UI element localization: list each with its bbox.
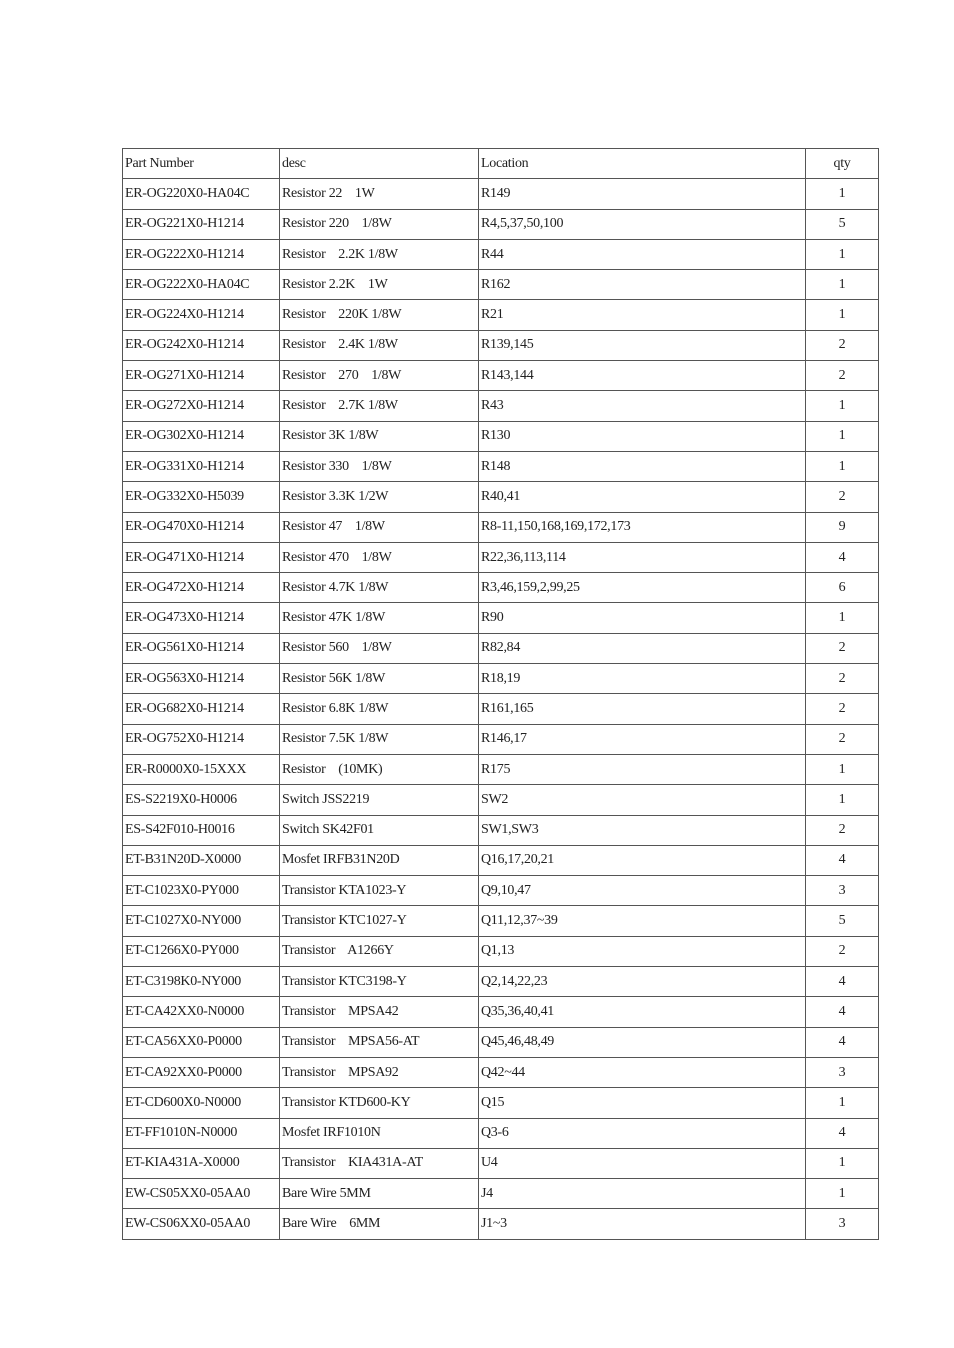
table-row [123, 542, 879, 572]
table-row [123, 633, 879, 663]
location-cell: R8-11,150,168,169,172,173 [479, 512, 806, 542]
location-cell: R82,84 [479, 633, 806, 663]
table-row [123, 1179, 879, 1209]
qty-cell: 6 [806, 573, 879, 603]
table-row [123, 754, 879, 784]
part-number-cell: ER-OG563X0-H1214 [123, 664, 280, 694]
qty-cell: 2 [806, 815, 879, 845]
part-number-cell: ER-OG302X0-H1214 [123, 421, 280, 451]
qty-cell: 5 [806, 209, 879, 239]
desc-cell: Resistor 56K 1/8W [280, 664, 479, 694]
location-cell: R161,165 [479, 694, 806, 724]
location-cell: R43 [479, 391, 806, 421]
location-cell: Q42~44 [479, 1057, 806, 1087]
part-number-cell: ES-S42F010-H0016 [123, 815, 280, 845]
desc-cell: Transistor KTC1027-Y [280, 906, 479, 936]
table-row [123, 482, 879, 512]
table-row [123, 361, 879, 391]
part-number-cell: ET-B31N20D-X0000 [123, 845, 280, 875]
qty-cell: 4 [806, 1027, 879, 1057]
part-number-cell: ER-OG752X0-H1214 [123, 724, 280, 754]
qty-cell: 2 [806, 936, 879, 966]
location-cell: R40,41 [479, 482, 806, 512]
part-number-cell: ER-OG271X0-H1214 [123, 361, 280, 391]
part-number-cell: ET-CD600X0-N0000 [123, 1088, 280, 1118]
location-cell: Q11,12,37~39 [479, 906, 806, 936]
table-row [123, 391, 879, 421]
location-cell: R4,5,37,50,100 [479, 209, 806, 239]
desc-cell: Resistor 2.4K 1/8W [280, 330, 479, 360]
part-number-cell: EW-CS05XX0-05AA0 [123, 1179, 280, 1209]
desc-cell: Bare Wire 5MM [280, 1179, 479, 1209]
location-cell: R175 [479, 754, 806, 784]
desc-cell: Resistor 2.7K 1/8W [280, 391, 479, 421]
table-row [123, 845, 879, 875]
table-row [123, 1148, 879, 1178]
location-cell: Q35,36,40,41 [479, 997, 806, 1027]
qty-cell: 1 [806, 239, 879, 269]
part-number-cell: ER-OG472X0-H1214 [123, 573, 280, 603]
location-cell: J1~3 [479, 1209, 806, 1239]
qty-cell: 4 [806, 845, 879, 875]
qty-cell: 1 [806, 603, 879, 633]
location-cell: R22,36,113,114 [479, 542, 806, 572]
table-row [123, 603, 879, 633]
desc-cell: Transistor KTA1023-Y [280, 876, 479, 906]
part-number-cell: EW-CS06XX0-05AA0 [123, 1209, 280, 1239]
table-row [123, 997, 879, 1027]
desc-cell: Resistor 4.7K 1/8W [280, 573, 479, 603]
qty-cell: 1 [806, 300, 879, 330]
qty-cell: 2 [806, 633, 879, 663]
table-row [123, 664, 879, 694]
location-cell: R18,19 [479, 664, 806, 694]
part-number-cell: ER-R0000X0-15XXX [123, 754, 280, 784]
table-row [123, 300, 879, 330]
table-row [123, 967, 879, 997]
desc-cell: Resistor 330 1/8W [280, 451, 479, 481]
location-cell: R139,145 [479, 330, 806, 360]
location-cell: R130 [479, 421, 806, 451]
qty-cell: 3 [806, 1057, 879, 1087]
desc-cell: Resistor 3.3K 1/2W [280, 482, 479, 512]
table-row [123, 906, 879, 936]
table-row [123, 209, 879, 239]
header-row [123, 149, 879, 179]
table-row [123, 330, 879, 360]
part-number-cell: ER-OG682X0-H1214 [123, 694, 280, 724]
desc-cell: Resistor 6.8K 1/8W [280, 694, 479, 724]
table-row [123, 573, 879, 603]
part-number-cell: ER-OG272X0-H1214 [123, 391, 280, 421]
desc-cell: Transistor KTC3198-Y [280, 967, 479, 997]
table-row [123, 451, 879, 481]
desc-cell: Resistor 7.5K 1/8W [280, 724, 479, 754]
location-cell: R44 [479, 239, 806, 269]
qty-cell: 2 [806, 724, 879, 754]
desc-cell: Switch JSS2219 [280, 785, 479, 815]
table-row [123, 1027, 879, 1057]
desc-cell: Transistor KIA431A-AT [280, 1148, 479, 1178]
qty-cell: 4 [806, 1118, 879, 1148]
table-row [123, 1057, 879, 1087]
part-number-cell: ET-C1023X0-PY000 [123, 876, 280, 906]
desc-cell: Mosfet IRFB31N20D [280, 845, 479, 875]
qty-cell: 3 [806, 876, 879, 906]
part-number-cell: ET-C1027X0-NY000 [123, 906, 280, 936]
table-row [123, 876, 879, 906]
table-row [123, 785, 879, 815]
qty-cell: 1 [806, 754, 879, 784]
desc-cell: Resistor 2.2K 1/8W [280, 239, 479, 269]
header-desc: desc [280, 149, 479, 179]
part-number-cell: ET-CA92XX0-P0000 [123, 1057, 280, 1087]
desc-cell: Resistor 470 1/8W [280, 542, 479, 572]
qty-cell: 5 [806, 906, 879, 936]
qty-cell: 1 [806, 1148, 879, 1178]
qty-cell: 1 [806, 179, 879, 209]
part-number-cell: ER-OG221X0-H1214 [123, 209, 280, 239]
desc-cell: Transistor MPSA56-AT [280, 1027, 479, 1057]
qty-cell: 4 [806, 997, 879, 1027]
location-cell: R90 [479, 603, 806, 633]
table-row [123, 1118, 879, 1148]
qty-cell: 4 [806, 967, 879, 997]
location-cell: U4 [479, 1148, 806, 1178]
desc-cell: Resistor 47 1/8W [280, 512, 479, 542]
table-row [123, 936, 879, 966]
location-cell: Q2,14,22,23 [479, 967, 806, 997]
desc-cell: Resistor 270 1/8W [280, 361, 479, 391]
location-cell: Q45,46,48,49 [479, 1027, 806, 1057]
desc-cell: Resistor 220 1/8W [280, 209, 479, 239]
location-cell: SW2 [479, 785, 806, 815]
qty-cell: 2 [806, 330, 879, 360]
part-number-cell: ES-S2219X0-H0006 [123, 785, 280, 815]
part-number-cell: ER-OG332X0-H5039 [123, 482, 280, 512]
desc-cell: Resistor 560 1/8W [280, 633, 479, 663]
qty-cell: 2 [806, 694, 879, 724]
qty-cell: 2 [806, 664, 879, 694]
table-row [123, 1209, 879, 1239]
qty-cell: 1 [806, 270, 879, 300]
desc-cell: Transistor A1266Y [280, 936, 479, 966]
header-part-number: Part Number [123, 149, 280, 179]
location-cell: SW1,SW3 [479, 815, 806, 845]
desc-cell: Resistor (10MK) [280, 754, 479, 784]
part-number-cell: ER-OG222X0-HA04C [123, 270, 280, 300]
table-row [123, 694, 879, 724]
table-row [123, 1088, 879, 1118]
part-number-cell: ET-CA56XX0-P0000 [123, 1027, 280, 1057]
qty-cell: 1 [806, 785, 879, 815]
qty-cell: 9 [806, 512, 879, 542]
part-number-cell: ET-FF1010N-N0000 [123, 1118, 280, 1148]
qty-cell: 1 [806, 1179, 879, 1209]
location-cell: R3,46,159,2,99,25 [479, 573, 806, 603]
table-row [123, 421, 879, 451]
part-number-cell: ER-OG222X0-H1214 [123, 239, 280, 269]
desc-cell: Resistor 22 1W [280, 179, 479, 209]
table-row [123, 815, 879, 845]
location-cell: J4 [479, 1179, 806, 1209]
qty-cell: 2 [806, 361, 879, 391]
part-number-cell: ER-OG471X0-H1214 [123, 542, 280, 572]
desc-cell: Transistor MPSA92 [280, 1057, 479, 1087]
part-number-cell: ER-OG242X0-H1214 [123, 330, 280, 360]
part-number-cell: ET-C3198K0-NY000 [123, 967, 280, 997]
desc-cell: Switch SK42F01 [280, 815, 479, 845]
desc-cell: Resistor 3K 1/8W [280, 421, 479, 451]
qty-cell: 1 [806, 1088, 879, 1118]
desc-cell: Resistor 220K 1/8W [280, 300, 479, 330]
desc-cell: Resistor 2.2K 1W [280, 270, 479, 300]
desc-cell: Resistor 47K 1/8W [280, 603, 479, 633]
qty-cell: 1 [806, 421, 879, 451]
part-number-cell: ER-OG224X0-H1214 [123, 300, 280, 330]
location-cell: Q9,10,47 [479, 876, 806, 906]
header-qty: qty [806, 149, 879, 179]
location-cell: Q1,13 [479, 936, 806, 966]
qty-cell: 2 [806, 482, 879, 512]
qty-cell: 3 [806, 1209, 879, 1239]
part-number-cell: ET-C1266X0-PY000 [123, 936, 280, 966]
desc-cell: Mosfet IRF1010N [280, 1118, 479, 1148]
part-number-cell: ER-OG473X0-H1214 [123, 603, 280, 633]
table-row [123, 179, 879, 209]
location-cell: R146,17 [479, 724, 806, 754]
desc-cell: Transistor MPSA42 [280, 997, 479, 1027]
part-number-cell: ER-OG220X0-HA04C [123, 179, 280, 209]
bom-body [123, 179, 879, 1239]
location-cell: R143,144 [479, 361, 806, 391]
part-number-cell: ER-OG470X0-H1214 [123, 512, 280, 542]
part-number-cell: ER-OG331X0-H1214 [123, 451, 280, 481]
part-number-cell: ET-KIA431A-X0000 [123, 1148, 280, 1178]
location-cell: Q16,17,20,21 [479, 845, 806, 875]
qty-cell: 1 [806, 451, 879, 481]
part-number-cell: ET-CA42XX0-N0000 [123, 997, 280, 1027]
location-cell: R162 [479, 270, 806, 300]
location-cell: R21 [479, 300, 806, 330]
table-row [123, 270, 879, 300]
qty-cell: 4 [806, 542, 879, 572]
location-cell: Q3-6 [479, 1118, 806, 1148]
bom-table [122, 148, 879, 1240]
table-row [123, 239, 879, 269]
table-row [123, 724, 879, 754]
desc-cell: Bare Wire 6MM [280, 1209, 479, 1239]
location-cell: R149 [479, 179, 806, 209]
qty-cell: 1 [806, 391, 879, 421]
header-location: Location [479, 149, 806, 179]
location-cell: Q15 [479, 1088, 806, 1118]
location-cell: R148 [479, 451, 806, 481]
table-row [123, 512, 879, 542]
part-number-cell: ER-OG561X0-H1214 [123, 633, 280, 663]
desc-cell: Transistor KTD600-KY [280, 1088, 479, 1118]
